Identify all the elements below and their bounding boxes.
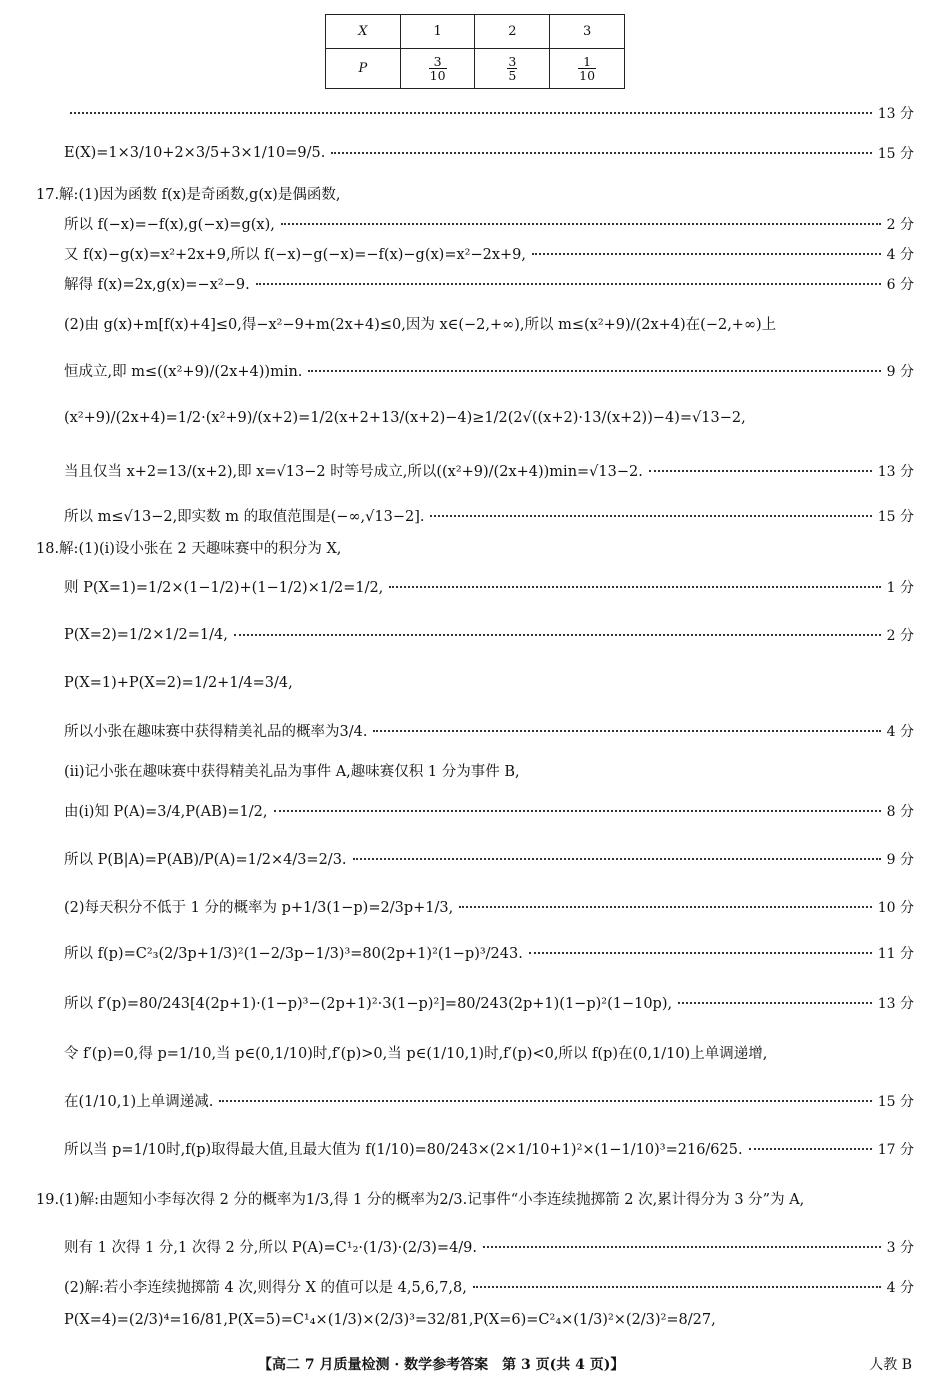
score-label: 13 分 bbox=[877, 995, 914, 1012]
line-text: 所以 f(p)=C²₃(2/3p+1/3)²(1−2/3p−1/3)³=80(2p+1)²(1−p)³/243. bbox=[64, 946, 523, 962]
footer-title: 【高二 7 月质量检测 · 数学参考答案 第 3 页(共 4 页)】 bbox=[258, 1357, 625, 1373]
line-text: E(X)=1×3/10+2×3/5+3×1/10=9/5. bbox=[64, 145, 326, 161]
solution-line bbox=[64, 410, 914, 426]
score-label: 4 分 bbox=[886, 246, 914, 263]
line-text: (2)解:若小李连续抛掷箭 4 次,则得分 X 的值可以是 4,5,6,7,8, bbox=[64, 1280, 467, 1296]
dot-leader bbox=[430, 515, 871, 517]
score-label: 6 分 bbox=[886, 276, 914, 293]
solution-line bbox=[64, 576, 914, 597]
table-prob-row bbox=[326, 49, 625, 89]
solution-line bbox=[36, 1188, 914, 1209]
dot-leader bbox=[219, 1100, 871, 1102]
solution-line bbox=[64, 360, 914, 381]
line-text: 由(ⅰ)知 P(A)=3/4,P(AB)=1/2, bbox=[64, 804, 268, 820]
score-label: 4 分 bbox=[886, 1279, 914, 1296]
score-label: 10 分 bbox=[877, 899, 914, 916]
dot-leader bbox=[234, 634, 881, 636]
solution-line bbox=[64, 800, 914, 821]
line-text: 则 P(X=1)=1/2×(1−1/2)+(1−1/2)×1/2=1/2, bbox=[64, 580, 384, 596]
solution-line bbox=[64, 992, 914, 1013]
score-label: 3 分 bbox=[886, 1239, 914, 1256]
line-text: (2)每天积分不低于 1 分的概率为 p+1/3(1−p)=2/3p+1/3, bbox=[64, 900, 454, 916]
score-label: 8 分 bbox=[886, 803, 914, 820]
dot-leader bbox=[70, 112, 872, 114]
score-label: 15 分 bbox=[877, 146, 914, 162]
dot-leader bbox=[373, 730, 880, 732]
distribution-table bbox=[325, 14, 625, 89]
solution-line bbox=[64, 625, 914, 645]
dot-leader bbox=[274, 810, 881, 812]
table-header-cell: 1 bbox=[400, 15, 475, 49]
solution-line bbox=[64, 720, 914, 741]
score-label: 2 分 bbox=[886, 628, 914, 644]
line-text: 解得 f(x)=2x,g(x)=−x²−9. bbox=[64, 277, 250, 293]
solution-line bbox=[64, 313, 914, 334]
dot-leader bbox=[532, 253, 881, 255]
dot-leader bbox=[389, 586, 880, 588]
solution-line bbox=[64, 848, 914, 869]
line-text: 所以小张在趣味赛中获得精美礼品的概率为3/4. bbox=[64, 724, 368, 740]
table-prob-cell bbox=[550, 49, 625, 89]
line-text: 18.解:(1)(ⅰ)设小张在 2 天趣味赛中的积分为 X, bbox=[36, 541, 342, 557]
table-header-cell: 2 bbox=[475, 15, 550, 49]
line-text: 又 f(x)−g(x)=x²+2x+9,所以 f(−x)−g(−x)=−f(x)−g(x)=x²−2x+9, bbox=[64, 247, 527, 263]
dot-leader bbox=[281, 223, 881, 225]
line-text: 所以 P(B|A)=P(AB)/P(A)=1/2×4/3=2/3. bbox=[64, 852, 347, 868]
score-label: 2 分 bbox=[886, 216, 914, 233]
solution-line bbox=[64, 103, 914, 123]
solution-line bbox=[64, 1276, 914, 1297]
table-header-row bbox=[326, 15, 625, 49]
score-label: 13 分 bbox=[877, 463, 914, 480]
footer-edition: 人教 B bbox=[869, 1357, 912, 1373]
line-text: P(X=2)=1/2×1/2=1/4, bbox=[64, 627, 228, 643]
solution-line bbox=[64, 243, 914, 264]
solution-line bbox=[64, 1138, 914, 1159]
score-label: 17 分 bbox=[877, 1141, 914, 1158]
dot-leader bbox=[649, 470, 872, 472]
line-text: 所以 f(−x)=−f(x),g(−x)=g(x), bbox=[64, 217, 275, 233]
solution-line bbox=[64, 1312, 914, 1328]
solution-line bbox=[64, 1090, 914, 1111]
solution-line bbox=[64, 460, 914, 481]
solution-line bbox=[36, 183, 914, 204]
dot-leader bbox=[529, 952, 872, 954]
line-text: 恒成立,即 m≤((x²+9)/(2x+4))min. bbox=[64, 364, 303, 380]
line-text: 19.(1)解:由题知小李每次得 2 分的概率为1/3,得 1 分的概率为2/3.记事件“小李连续抛掷箭 2 次,累计得分为 3 分”为 A, bbox=[36, 1192, 805, 1208]
line-text: P(X=1)+P(X=2)=1/2+1/4=3/4, bbox=[64, 675, 293, 691]
line-text: 在(1/10,1)上单调递减. bbox=[64, 1094, 214, 1110]
score-label: 9 分 bbox=[886, 851, 914, 868]
line-text: 则有 1 次得 1 分,1 次得 2 分,所以 P(A)=C¹₂·(1/3)·(2/3)=4/9. bbox=[64, 1240, 478, 1256]
solution-line bbox=[64, 505, 914, 526]
line-text: 所以 f′(p)=80/243[4(2p+1)·(1−p)³−(2p+1)²·3(1−p)²]=80/243(2p+1)(1−p)²(1−10p), bbox=[64, 996, 673, 1012]
solution-line bbox=[64, 675, 914, 691]
solution-line bbox=[36, 537, 914, 558]
fraction: $\frac{1}{10}$ bbox=[579, 53, 596, 83]
dot-leader bbox=[749, 1148, 872, 1150]
score-label: 1 分 bbox=[886, 579, 914, 596]
line-text: 所以当 p=1/10时,f(p)取得最大值,且最大值为 f(1/10)=80/243×(2×1/10+1)²×(1−1/10)³=216/625. bbox=[64, 1142, 743, 1158]
dot-leader bbox=[331, 152, 871, 154]
solution-line bbox=[64, 896, 914, 917]
line-text: P(X=4)=(2/3)⁴=16/81,P(X=5)=C¹₄×(1/3)×(2/3)³=32/81,P(X=6)=C²₄×(1/3)²×(2/3)²=8/27, bbox=[64, 1312, 716, 1328]
score-label: 4 分 bbox=[886, 723, 914, 740]
dot-leader bbox=[459, 906, 872, 908]
line-text: (2)由 g(x)+m[f(x)+4]≤0,得−x²−9+m(2x+4)≤0,因为 x∈(−2,+∞),所以 m≤(x²+9)/(2x+4)在(−2,+∞)上 bbox=[64, 317, 777, 333]
solution-line bbox=[64, 760, 914, 781]
line-text: (ⅱ)记小张在趣味赛中获得精美礼品为事件 A,趣味赛仅积 1 分为事件 B, bbox=[64, 764, 520, 780]
dot-leader bbox=[256, 283, 881, 285]
line-text: (x²+9)/(2x+4)=1/2·(x²+9)/(x+2)=1/2(x+2+13/(x+2)−4)≥1/2(2√((x+2)·13/(x+2))−4)=√13−2, bbox=[64, 410, 746, 426]
line-text: 当且仅当 x+2=13/(x+2),即 x=√13−2 时等号成立,所以((x²+9)/(2x+4))min=√13−2. bbox=[64, 464, 643, 480]
line-text: 所以 m≤√13−2,即实数 m 的取值范围是(−∞,√13−2]. bbox=[64, 509, 425, 525]
score-label: 13 分 bbox=[877, 106, 914, 122]
line-text: 17.解:(1)因为函数 f(x)是奇函数,g(x)是偶函数, bbox=[36, 187, 341, 203]
score-label: 15 分 bbox=[877, 508, 914, 525]
line-text: 令 f′(p)=0,得 p=1/10,当 p∈(0,1/10)时,f′(p)>0,当 p∈(1/10,1)时,f′(p)<0,所以 f(p)在(0,1/10)上单调递增, bbox=[64, 1046, 768, 1062]
score-label: 9 分 bbox=[886, 363, 914, 380]
solution-line bbox=[64, 942, 914, 963]
solution-line bbox=[64, 273, 914, 294]
score-label: 11 分 bbox=[877, 945, 914, 962]
table-row-label: P bbox=[326, 49, 401, 89]
solution-line bbox=[64, 213, 914, 234]
solution-line bbox=[64, 143, 914, 163]
dot-leader bbox=[678, 1002, 872, 1004]
fraction: $\frac{3}{5}$ bbox=[508, 53, 517, 83]
dot-leader bbox=[473, 1286, 881, 1288]
table-prob-cell bbox=[400, 49, 475, 89]
dot-leader bbox=[483, 1246, 881, 1248]
score-label: 15 分 bbox=[877, 1093, 914, 1110]
table-header-cell: 3 bbox=[550, 15, 625, 49]
table-prob-cell bbox=[475, 49, 550, 89]
solution-line bbox=[64, 1042, 914, 1063]
dot-leader bbox=[353, 858, 881, 860]
dot-leader bbox=[308, 370, 880, 372]
fraction: $\frac{3}{10}$ bbox=[429, 53, 446, 83]
solution-line bbox=[64, 1236, 914, 1257]
table-header-cell: X bbox=[326, 15, 401, 49]
